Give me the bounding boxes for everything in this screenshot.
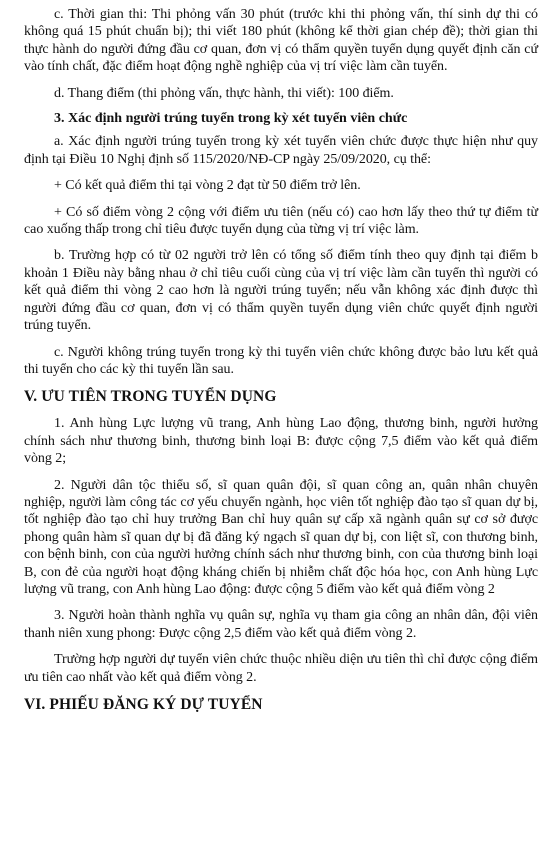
paragraph-3c: c. Người không trúng tuyển trong kỳ thi tuyển viên chức không được bảo lưu kết quả thi tuyển cho các kỳ thi tuyển lần sau. xyxy=(24,344,538,377)
heading-part-6: VI. PHIẾU ĐĂNG KÝ DỰ TUYỂN xyxy=(24,696,263,713)
paragraph-3a: a. Xác định người trúng tuyển trong kỳ xét tuyển viên chức được thực hiện như quy định tại Điều 10 Nghị định số 115/2020/NĐ-CP ngày 25/09/2020, cụ thể: xyxy=(24,134,538,167)
paragraph-score-scale: d. Thang điểm (thi phỏng vấn, thực hành, thi viết): 100 điểm. xyxy=(54,85,394,101)
paragraph-exam-time: c. Thời gian thi: Thi phỏng vấn 30 phút (trước khi thi phỏng vấn, thí sinh dự thi có không quá 15 phút chuẩn bị); thi viết 180 phút (không kể thời gian chép đề); thời gian thi thực hành do người đứng đầu cơ quan, đơn vị có thẩm quyền tuyển dụng quyết định căn cứ vào tính chất, đặc điểm hoạt động nghề nghiệp của vị trí việc làm cần tuyển. xyxy=(24,7,538,75)
paragraph-priority-note: Trường hợp người dự tuyển viên chức thuộc nhiều diện ưu tiên thì chỉ được cộng điểm ưu tiên cao nhất vào kết quả điểm vòng 2. xyxy=(24,652,538,685)
paragraph-3a-item-1: + Có kết quả điểm thi tại vòng 2 đạt từ 50 điểm trở lên. xyxy=(54,178,361,194)
paragraph-priority-3: 3. Người hoàn thành nghĩa vụ quân sự, nghĩa vụ tham gia công an nhân dân, đội viên thanh niên xung phong: Được cộng 2,5 điểm vào kết quả điểm vòng 2. xyxy=(24,608,538,641)
heading-part-5: V. ƯU TIÊN TRONG TUYỂN DỤNG xyxy=(24,388,277,406)
paragraph-priority-1: 1. Anh hùng Lực lượng vũ trang, Anh hùng Lao động, thương binh, người hưởng chính sách như thương binh, thương binh loại B: được cộng 7,5 điểm vào kết quả điểm vòng 2; xyxy=(24,416,538,467)
paragraph-3b: b. Trường hợp có từ 02 người trở lên có tổng số điểm tính theo quy định tại điểm b khoản 1 Điều này bằng nhau ở chỉ tiêu cuối cùng của vị trí việc làm cần tuyển thì người có kết quả điểm thi vòng 2 cao hơn là người trúng tuyển; nếu vẫn không xác định được thì người đứng đầu cơ quan, đơn vị có thẩm quyền tuyển dụng viên chức quyết định người trúng tuyển. xyxy=(24,248,538,334)
paragraph-priority-2: 2. Người dân tộc thiểu số, sĩ quan quân đội, sĩ quan công an, quân nhân chuyên nghiệp, người làm công tác cơ yếu chuyển ngành, học viên tốt nghiệp đào tạo sĩ quan dự bị, tốt nghiệp đào tạo chỉ huy trưởng Ban chỉ huy quân sự cấp xã ngành quân sự cơ sở được phong quân hàm sĩ quan dự bị đã đăng ký ngạch sĩ quan dự bị, con liệt sĩ, con thương binh, con bệnh binh, con của người hưởng chính sách như thương binh, con của thương binh loại B, con đẻ của người hoạt động kháng chiến bị nhiễm chất độc hóa học, con Anh hùng Lực lượng vũ trang, con Anh hùng Lao động: được cộng 5 điểm vào kết quả điểm vòng 2 xyxy=(24,477,538,597)
heading-section-3: 3. Xác định người trúng tuyển trong kỳ xét tuyển viên chức xyxy=(54,111,408,127)
paragraph-3a-item-2: + Có số điểm vòng 2 cộng với điểm ưu tiên (nếu có) cao hơn lấy theo thứ tự điểm từ cao xuống thấp trong chỉ tiêu được tuyển dụng của từng vị trí việc làm. xyxy=(24,204,538,238)
